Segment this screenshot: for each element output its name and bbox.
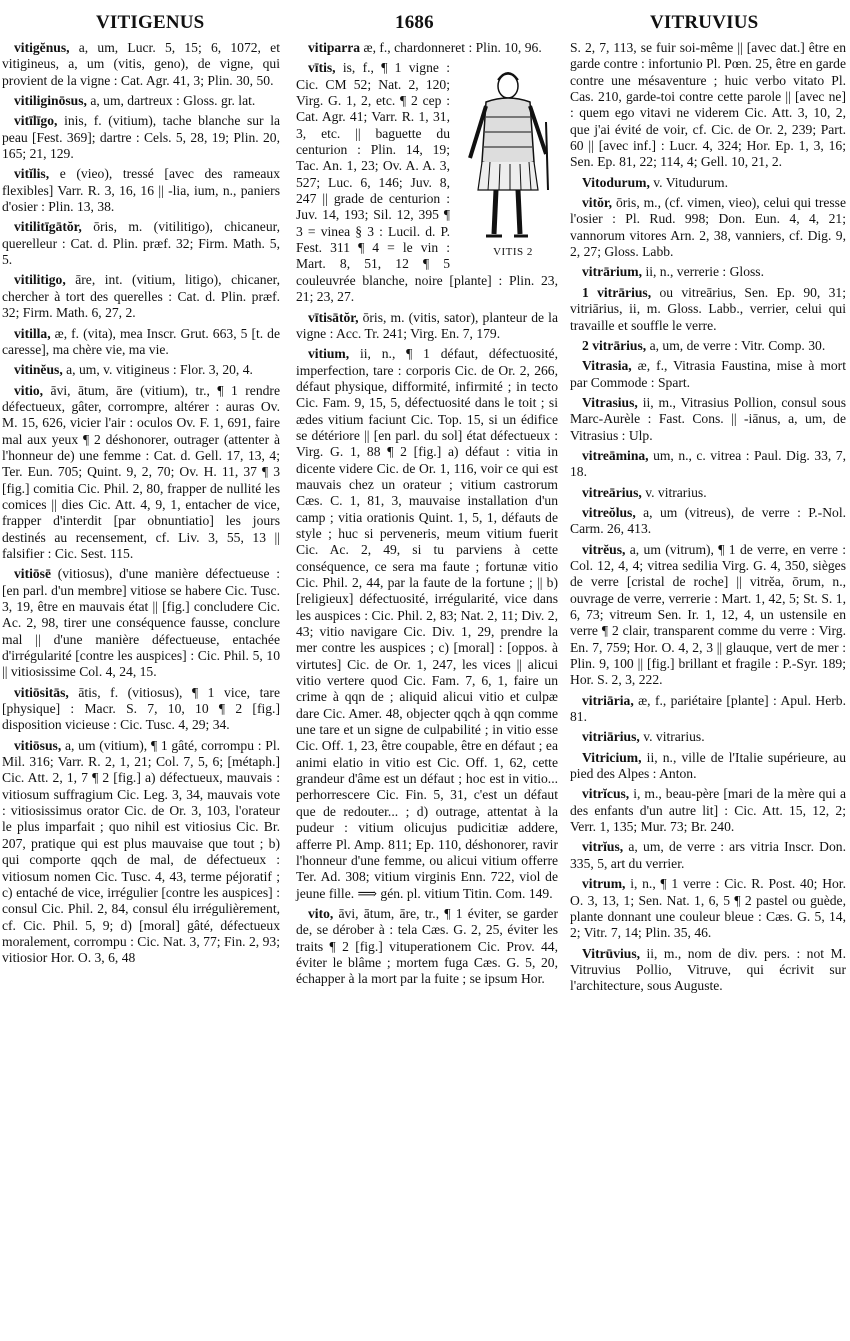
page-header bbox=[0, 12, 850, 38]
entry-headword: vitrĭcus, bbox=[582, 786, 630, 802]
entry-definition: æ, f., pariétaire [plante] : Apul. Herb. 81. bbox=[570, 692, 846, 725]
dictionary-entry bbox=[296, 40, 558, 56]
entry-headword: vitiliginōsus, bbox=[14, 93, 87, 109]
entry-headword: vitrārium, bbox=[582, 264, 643, 280]
entry-headword: vitilitigo, bbox=[14, 272, 66, 288]
dictionary-entry bbox=[570, 264, 846, 280]
entry-headword: vitiōsitās, bbox=[14, 684, 69, 700]
entry-definition: ii, n., verrerie : Gloss. bbox=[645, 264, 764, 280]
entry-headword: vitiōsē bbox=[14, 566, 51, 582]
dictionary-entry bbox=[570, 693, 846, 726]
entry-headword: vitium, bbox=[308, 346, 350, 362]
entry-headword: Vitrasia, bbox=[582, 358, 632, 374]
entry-headword: vitigĕnus, bbox=[14, 40, 70, 55]
entry-headword: vitio, bbox=[14, 382, 44, 398]
entry-definition: ii, n., ¶ 1 défaut, défectuosité, imperfection, tare : corporis Cic. de Or. 2, 266, défaut physique, difformité, infirmité ; in tecto Cic. Fam. 9, 15, 5, défectuosité dans le toit ; si ædes vitium faciunt Cic. Top. 15, si un édifice se détériore || [en parl. du sol] état défectueux : Virg. G. 1, 88 ¶ 2 [fig.] a) défaut : vitia in dicente videre Cic. de Or. 1, 116, voir ce qui est mauvais chez un orateur ; vitium castrorum Cæs. C. 1, 81, 3, mauvaise installation d'un camp ; vitia orationis Quint. 1, 5, 1, défauts de style ; huc si perveneris, meum vitium fuerit Cic. Ac. 2, 49, si tu parviens à cette conséquence, ce sera ma faute ; fortunæ vitio Cic. Phil. 2, 44, par la faute de la fortune ; || b) [religieux] défectuosité, irrégularité, vice dans les auspices : Cic. Phil. 2, 83; Nat. 2, 11; Div. 2, 43; vitio navigare Cic. Div. 1, 29, prendre la mer contre les auspices ; c) [moral] : [oppos. à virtutes] Cic. de Or. 1, 247, les vices || alicui vitio vertere quod Cic. Fam. 7, 6, 1, faire un crime à qqn de ; aliquid alicui vitio et culpæ dare Cic. Amer. 48, objecter qqch à qqn comme une tare et un signe de culpabilité ; in vitio esse Cic. Off. 1, 23, être coupable, être en défaut ; ea animi elatio in vitio est Cic. Off. 1, 62, cette grandeur d'âme est un défaut ; hoc est in vitio... perhorrescere Cic. Fin. 5, 31, c'est un défaut que de redouter... ; d) outrage, attentat à la pudeur : vitium olicujus pudicitiæ addere, afferre Pl. Amp. 811; Ep. 110, déshonorer, ravir l'honneur d'une femme, ou alicui vitium offerre Ter. Ad. 308; vitium virginis Enn. 722, viol de jeune fille. ⟹ gén. pl. vitium Titin. Com. 149. bbox=[296, 346, 558, 901]
dictionary-entry bbox=[2, 219, 280, 268]
entry-headword: vitrĕus, bbox=[582, 541, 626, 557]
entry-definition: ōris, m. (vitilitigo), chicaneur, querelleur : Cat. d. Plin. præf. 32; Firm. Math. 5, 5. bbox=[2, 219, 280, 268]
dictionary-entry bbox=[296, 60, 558, 305]
entry-definition: ōris, m., (cf. vimen, vieo), celui qui tresse l'osier : Pl. Rud. 998; Don. Eun. 4, 4, 21; vannorum vitores Arn. 2, 38, vanniers, cf. Dig. 9, 2, 27; Gloss. Labb. bbox=[570, 195, 846, 260]
entry-definition: æ, f. (vita), mea Inscr. Grut. 663, 5 [t. de caresse], ma chère vie, ma vie. bbox=[2, 325, 280, 357]
entry-definition: a, um (vitreus), de verre : P.-Nol. Carm. 26, 413. bbox=[570, 504, 846, 537]
entry-headword: Vitrasius, bbox=[582, 394, 638, 410]
entry-definition: ātis, f. (vitiosus), ¶ 1 vice, tare [physique] : Macr. S. 7, 10, 10 ¶ 2 [fig.] disposition vicieuse : Cic. Tusc. 4, 29; 34. bbox=[2, 684, 280, 733]
dictionary-entry bbox=[2, 738, 280, 967]
dictionary-entry bbox=[2, 362, 280, 378]
entry-headword: vitinĕus, bbox=[14, 362, 63, 378]
entry-headword: vitrĭus, bbox=[582, 839, 624, 855]
entry-definition: v. Vitudurum. bbox=[653, 174, 728, 190]
entry-definition: a, um, v. vitigineus : Flor. 3, 20, 4. bbox=[66, 362, 253, 378]
entry-definition: æ, f., Vitrasia Faustina, mise à mort par Commode : Spart. bbox=[570, 358, 846, 390]
dictionary-entry bbox=[296, 346, 558, 902]
dictionary-entry bbox=[570, 839, 846, 872]
entry-definition: v. vitrarius. bbox=[643, 729, 705, 745]
dictionary-entry bbox=[570, 358, 846, 391]
column-left bbox=[2, 40, 280, 971]
entry-definition: e (vieo), tressé [avec des rameaux flexibles] Varr. R. 3, 16, 16 || -lia, ium, n., paniers d'osier : Plin. 13, 38. bbox=[2, 166, 280, 215]
dictionary-entry bbox=[570, 750, 846, 783]
entry-definition: a, um, dartreux : Gloss. gr. lat. bbox=[90, 93, 256, 109]
dictionary-entry bbox=[570, 195, 846, 260]
entry-headword: vītis, bbox=[308, 60, 336, 76]
dictionary-entry bbox=[570, 40, 846, 171]
dictionary-entry bbox=[296, 310, 558, 343]
entry-definition: āre, int. (vitium, litigo), chicaner, chercher à tort des querelles : Cat. d. Plin. præf. 32; Firm. Math. 6, 27, 2. bbox=[2, 272, 280, 321]
entry-headword: Vitricium, bbox=[582, 749, 642, 765]
entry-definition: ii, m., Vitrasius Pollion, consul sous Marc-Aurèle : Fast. Cons. || -iānus, a, um, de Vitrasius : Ulp. bbox=[570, 394, 846, 443]
dictionary-entry bbox=[570, 786, 846, 835]
entry-definition: is, f., ¶ 1 vigne : Cic. CM 52; Nat. 2, 120; Virg. G. 1, 2, etc. ¶ 2 cep : Cat. Agr. 41; Varr. R. 1, 31, 3, etc. || baguette du centurion : Plin. 14, 19; Tac. An. 1, 23; Ov. A. A. 3, 527; Luc. 6, 146; Juv. 8, 247 || grade de centurion : Juv. 14, 193; Sil. 12, 395 ¶ 3 = vinea § 3 : Lucil. d. P. Fest. 311 ¶ 4 = le vin : Mart. 8, 51, 12 ¶ 5 couleuvrée blanche, noire [plante] : Plin. 23, 21; 23, 27. bbox=[296, 60, 558, 305]
entry-definition: a, um, de verre : ars vitria Inscr. Don. 335, 5, art du verrier. bbox=[570, 839, 846, 871]
entry-headword: vitiparra bbox=[308, 40, 361, 55]
dictionary-entry bbox=[2, 93, 280, 109]
entry-headword: vitilla, bbox=[14, 325, 51, 341]
entry-headword: vitreŏlus, bbox=[582, 504, 636, 520]
entry-headword: vitĭlis, bbox=[14, 166, 50, 182]
entry-definition: S. 2, 7, 113, se fuir soi-même || [avec dat.] être en garde contre : infortunio Pl. Pœn. 25, être en garde contre une mésaventure ; huic verbo vitato Pl. Cas. 210, garde-toi contre cette parole || [avec ne] : quem ego vitavi ne viderem Cic. Att. 3, 10, 2, que j'ai évité de voir, cf. Cic. de Or. 2, 239; Part. 60 || [avec inf.] : Lucr. 4, 324; Hor. Ep. 1, 3, 16; Sen. Ep. 81, 22; 114, 4; Gell. 10, 21, 2. bbox=[570, 40, 846, 170]
entry-headword: vitiōsus, bbox=[14, 737, 62, 753]
dictionary-entry bbox=[2, 383, 280, 563]
dictionary-entry bbox=[570, 395, 846, 444]
entry-headword: vitreārius, bbox=[582, 484, 642, 500]
dictionary-entry bbox=[570, 285, 846, 334]
dictionary-entry bbox=[2, 685, 280, 734]
running-head-right: VITRUVIUS bbox=[650, 12, 759, 33]
dictionary-entry bbox=[2, 40, 280, 89]
dictionary-entry bbox=[2, 326, 280, 359]
entry-headword: vitilitīgātŏr, bbox=[14, 219, 82, 235]
column-middle bbox=[296, 40, 558, 992]
dictionary-entry bbox=[2, 272, 280, 321]
entry-headword: vitreāmina, bbox=[582, 447, 649, 463]
dictionary-entry bbox=[570, 448, 846, 481]
dictionary-entry bbox=[296, 906, 558, 988]
entry-headword: vitŏr, bbox=[582, 195, 613, 211]
centurion-illustration bbox=[456, 62, 558, 262]
dictionary-entry bbox=[570, 485, 846, 501]
entry-definition: v. vitrarius. bbox=[645, 484, 707, 500]
entry-headword: 1 vitrārius, bbox=[582, 284, 652, 300]
entry-headword: Vitrūvius, bbox=[582, 945, 641, 961]
entry-definition: inis, f. (vitium), tache blanche sur la peau [Fest. 369]; dartre : Cels. 5, 28, 19; Plin. 20, 165; 21, 129. bbox=[2, 113, 281, 162]
roman-centurion-icon bbox=[456, 62, 558, 242]
entry-definition: a, um (vitrum), ¶ 1 de verre, en verre : Col. 12, 4, 4; vitrea sedilia Virg. G. 4, 350, sièges de verre [cristal de roche] || vitrĕa, ōrum, n., ouvrage de verre, verrerie : Mart. 1, 42, 5; St. S. 1, 6, 73; vitreum Sen. Ir. 1, 12, 4, un ustensile en verre ¶ 2 clair, transparent comme du verre : Virg. En. 7, 759; Hor. O. 4, 2, 3 || glauque, vert de mer : Plin. 9, 100 || [fig.] brillant et fragile : P.-Syr. 189; Hor. S. 2, 3, 222. bbox=[570, 541, 846, 688]
dictionary-entry bbox=[570, 729, 846, 745]
entry-headword: vitriārius, bbox=[582, 729, 640, 745]
entry-definition: a, um, Lucr. 5, 15; 6, 1072, et vitigineus, a, um (vitis, geno), de vigne, qui provient de la vigne : Cat. Agr. 41, 3; Plin. 30, 50. bbox=[2, 40, 280, 88]
dictionary-entry bbox=[2, 166, 280, 215]
dictionary-entry bbox=[570, 175, 846, 191]
entry-headword: 2 vitrārius, bbox=[582, 337, 647, 353]
entry-definition: a, um (vitium), ¶ 1 gâté, corrompu : Pl. Mil. 316; Varr. R. 2, 1, 21; Col. 7, 5, 6; [métaph.] Cic. Att. 2, 1, 7 ¶ 2 [fig.] a) défectueux, mauvais : vitiosum suffragium Cic. Leg. 3, 34, mauvais vote : vitiosissimus orator Cic. de Or. 3, 103, l'orateur le plus imparfait ; quo nihil est vitiosius Cic. Br. 207, pratique qui est plus mauvaise que tout ; b) qui comporte qqch de mal, de défectueux : vitiosum nomen Cic. Tusc. 4, 43, terme péjoratif ; c) entaché de vice, irrégulier [contre les auspices] : consul Cic. Phil. 2, 84, consul élu irrégulièrement, cf. Cic. Phil. 5, 9; d) [moral] gâté, défectueux moralement, corrompu : Cic. Nat. 3, 77; Fin. 2, 93; vitiosior Hor. O. 3, 6, 48 bbox=[2, 737, 281, 966]
entry-definition: ōris, m. (vitis, sator), planteur de la vigne : Acc. Tr. 241; Virg. En. 7, 179. bbox=[296, 309, 558, 341]
entry-headword: Vitodurum, bbox=[582, 174, 650, 190]
dictionary-entry bbox=[570, 338, 846, 354]
dictionary-entry bbox=[570, 505, 846, 538]
entry-definition: (vitiosus), d'une manière défectueuse : [en parl. d'un membre] vitiose se habere Cic. Tusc. 3, 19, être en mauvais état || [fig.] concludere Cic. Ac. 2, 98, tirer une conséquence fausse, conclure mal || d'une manière défectueuse, entachée d'irrégularité [contre les auspices] : Cic. Phil. 5, 10 || vitiosissime Col. 4, 24, 15. bbox=[2, 566, 280, 680]
entry-definition: a, um, de verre : Vitr. Comp. 30. bbox=[649, 337, 826, 353]
dictionary-entry bbox=[570, 542, 846, 689]
dictionary-entry bbox=[570, 876, 846, 941]
page-number: 1686 bbox=[395, 12, 434, 33]
entry-definition: ou vitreārius, Sen. Ep. 90, 31; vitriārius, ii, m. Gloss. Labb., verrier, celui qui travaille et souffle le verre. bbox=[570, 284, 846, 333]
figure-caption: VITIS 2 bbox=[493, 246, 533, 258]
running-head-left: VITIGENUS bbox=[96, 12, 205, 33]
entry-definition: āvi, ātum, āre (vitium), tr., ¶ 1 rendre défectueux, gâter, corrompre, altérer : auras Ov. M. 15, 626, vicier l'air : oculos Ov. F. 1, 691, faire mal aux yeux ¶ 2 déshonorer, outrager (attenter à l'honneur de) une femme : Cat. d. Gell. 17, 13, 4; Ter. Eun. 705; Quint. 9, 2, 70; Ov. H. 11, 37 ¶ 3 [fig.] comitia Cic. Phil. 2, 80, frapper de nullité les comices || dies Cic. Att. 4, 9, 1, entacher de vice, frapper d'interdit [par obnuntiatio] les jours destinés au recensement, cf. Liv. 3, 55, 13 || falsifier : Cic. Sest. 115. bbox=[2, 382, 280, 561]
column-right bbox=[570, 40, 846, 999]
entry-definition: i, m., beau-père [mari de la mère qui a des enfants d'un autre lit] : Cic. Att. 15, 12, 2; Verr. 1, 135; Mur. 73; Br. 240. bbox=[570, 786, 847, 835]
entry-definition: āvi, ātum, āre, tr., ¶ 1 éviter, se garder de, se dérober à : tela Cæs. G. 2, 25, éviter les traits ¶ 2 [fig.] vituperationem Cic. Prov. 44, éviter le blâme ; mortem fuga Cæs. G. 5, 20, échapper à la mort par la fuite ; se ipsum Hor. bbox=[296, 905, 558, 987]
entry-headword: vitrum, bbox=[582, 876, 626, 892]
entry-headword: vitīlīgo, bbox=[14, 113, 58, 129]
entry-definition: ii, n., ville de l'Italie supérieure, au pied des Alpes : Anton. bbox=[570, 749, 846, 782]
entry-headword: vītisātŏr, bbox=[308, 309, 359, 325]
entry-definition: æ, f., chardonneret : Plin. 10, 96. bbox=[363, 40, 542, 55]
dictionary-entry bbox=[570, 946, 846, 995]
dictionary-entry bbox=[2, 566, 280, 680]
dictionary-entry bbox=[2, 113, 280, 162]
entry-headword: vito, bbox=[308, 905, 334, 921]
entry-definition: ii, m., nom de div. pers. : not M. Vitruvius Pollio, Vitruve, qui écrivit sur l'architecture, sous Auguste. bbox=[570, 945, 846, 994]
entry-headword: vitriāria, bbox=[582, 692, 634, 708]
entry-definition: um, n., c. vitrea : Paul. Dig. 33, 7, 18. bbox=[570, 447, 846, 480]
entry-definition: i, n., ¶ 1 verre : Cic. R. Post. 40; Hor. O. 3, 13, 1; Sen. Nat. 1, 6, 5 ¶ 2 pastel ou guède, plante donnant une couleur bleue : Cæs. G. 5, 14, 2; Vitr. 7, 14; Plin. 35, 46. bbox=[570, 876, 846, 941]
